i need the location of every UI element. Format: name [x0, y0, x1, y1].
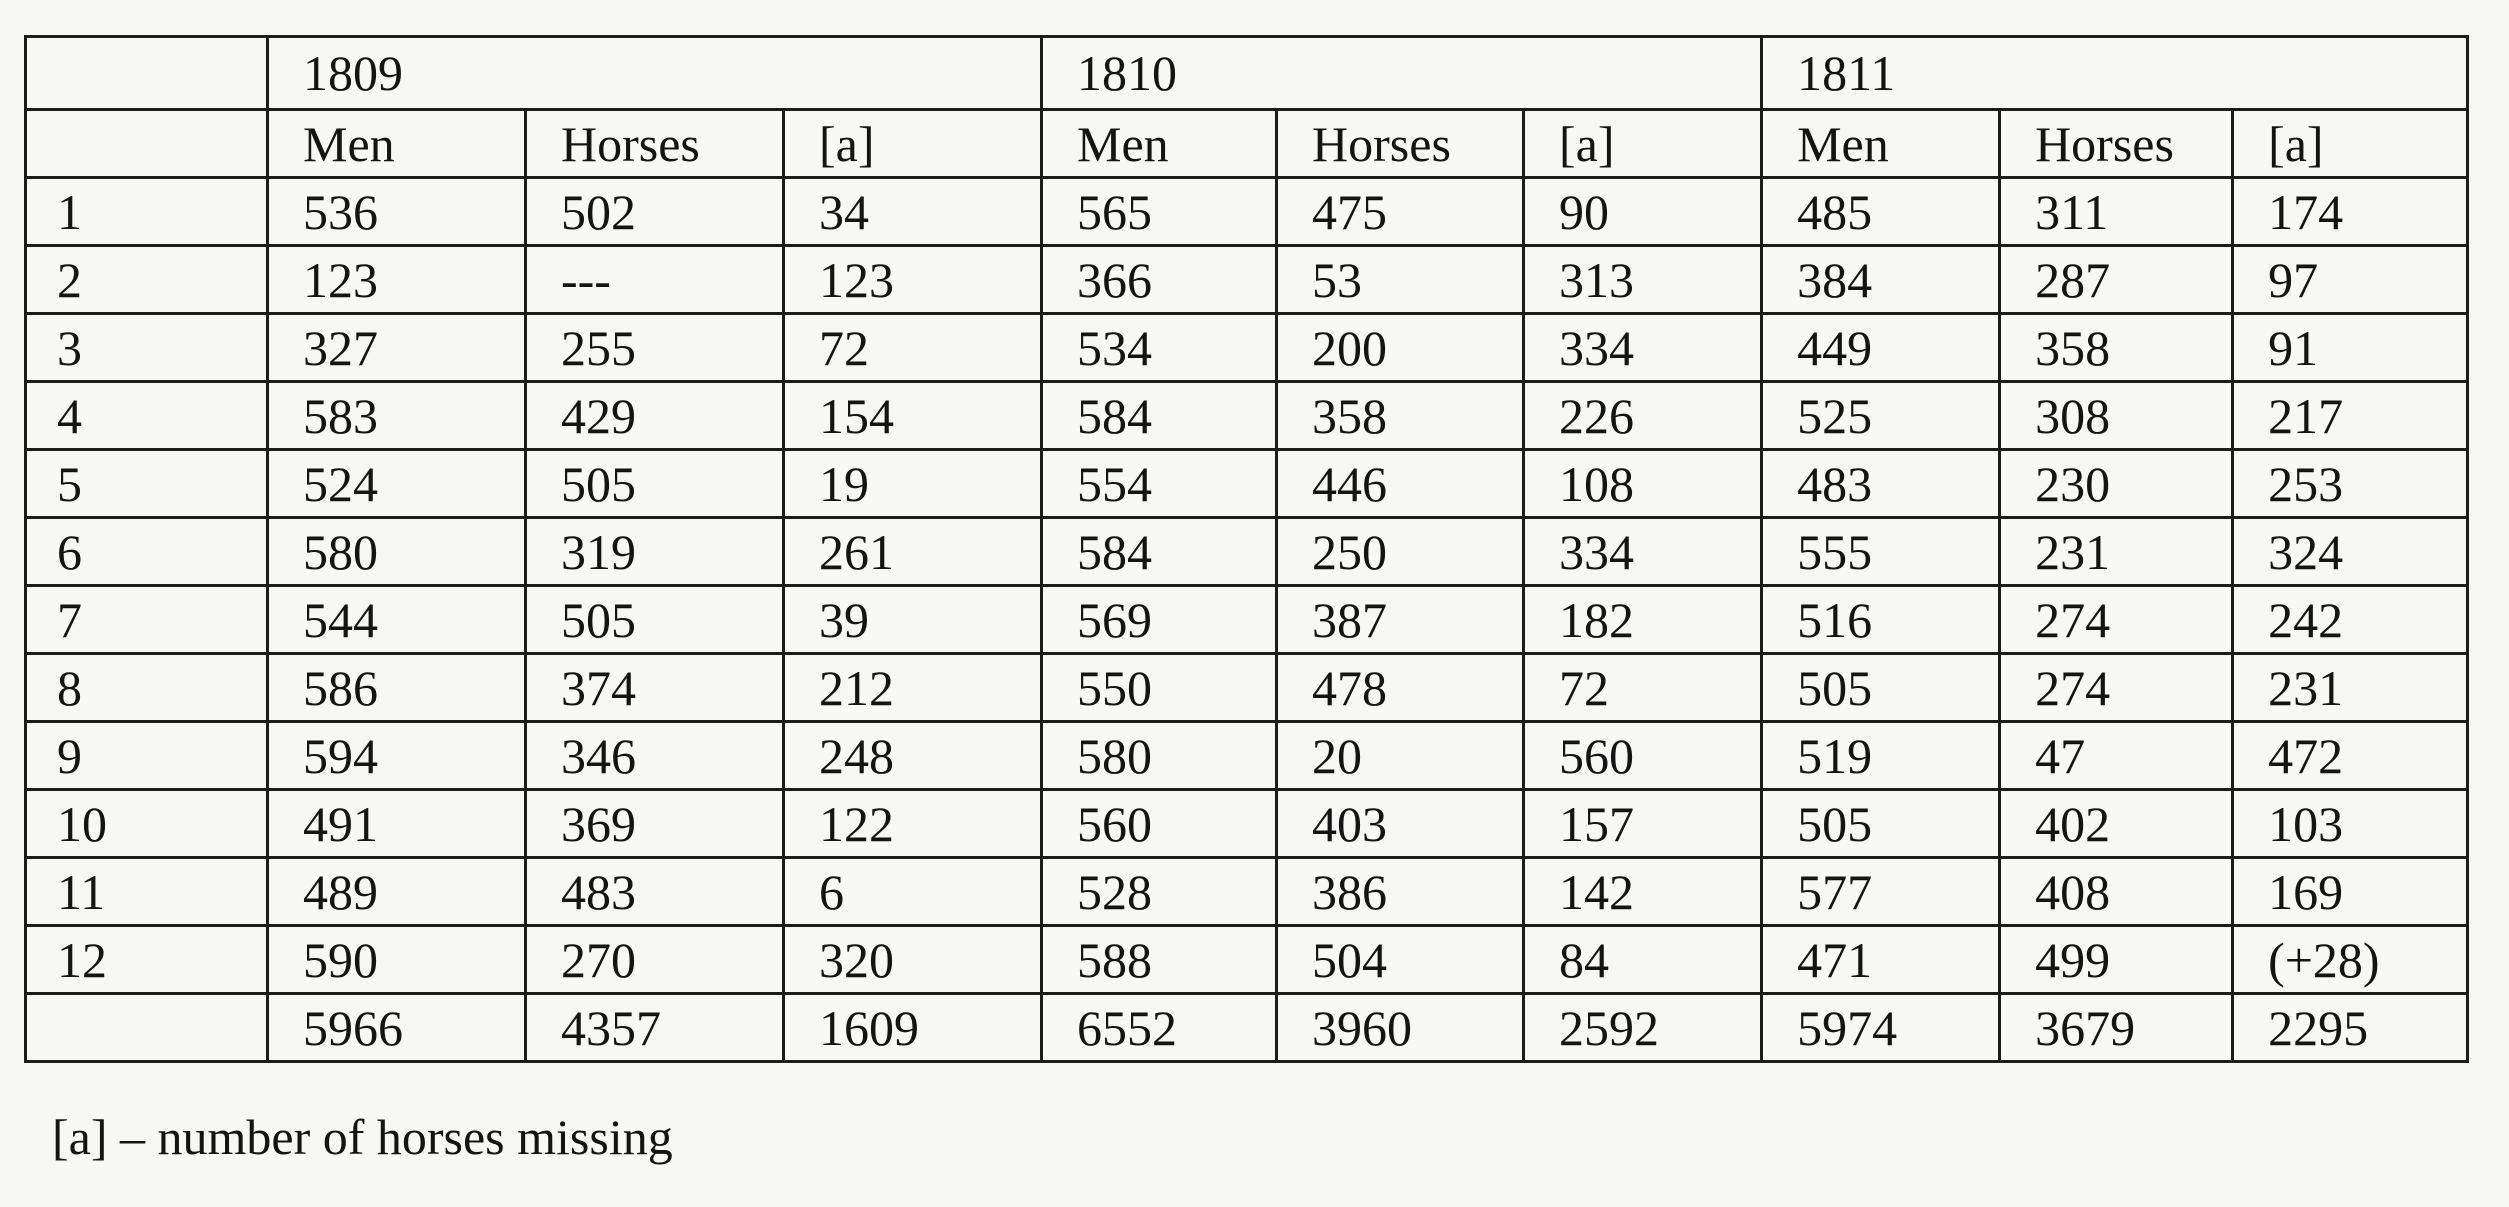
- data-cell: 386: [1277, 858, 1524, 926]
- data-cell: 577: [1762, 858, 2000, 926]
- data-cell: 528: [1042, 858, 1277, 926]
- data-cell: 502: [526, 178, 784, 246]
- data-cell: 491: [268, 790, 526, 858]
- data-cell: 248: [784, 722, 1042, 790]
- data-cell: 560: [1524, 722, 1762, 790]
- row-label: 4: [26, 382, 268, 450]
- data-cell: 358: [1277, 382, 1524, 450]
- data-cell: 174: [2233, 178, 2468, 246]
- data-cell: 47: [2000, 722, 2233, 790]
- data-cell: 20: [1277, 722, 1524, 790]
- table-row: [26, 246, 2468, 314]
- data-cell: 550: [1042, 654, 1277, 722]
- men-header: Men: [268, 110, 526, 178]
- data-cell: 6: [784, 858, 1042, 926]
- data-cell: 590: [268, 926, 526, 994]
- data-cell: 334: [1524, 314, 1762, 382]
- horses-header: Horses: [2000, 110, 2233, 178]
- data-cell: 594: [268, 722, 526, 790]
- data-cell: 478: [1277, 654, 1524, 722]
- data-cell: 255: [526, 314, 784, 382]
- data-cell: 516: [1762, 586, 2000, 654]
- data-cell: 226: [1524, 382, 1762, 450]
- total-cell: 3679: [2000, 994, 2233, 1062]
- total-cell: 3960: [1277, 994, 1524, 1062]
- year-1810-header: 1810: [1042, 37, 1762, 110]
- men-header: Men: [1042, 110, 1277, 178]
- table-row: [26, 178, 2468, 246]
- data-cell: 72: [784, 314, 1042, 382]
- total-cell: 2295: [2233, 994, 2468, 1062]
- row-label: 2: [26, 246, 268, 314]
- totals-row: [26, 994, 2468, 1062]
- total-cell: 5974: [1762, 994, 2000, 1062]
- men-header: Men: [1762, 110, 2000, 178]
- row-label: 5: [26, 450, 268, 518]
- row-label: 1: [26, 178, 268, 246]
- corner-cell-sub: [26, 110, 268, 178]
- table-row: [26, 518, 2468, 586]
- data-cell: 230: [2000, 450, 2233, 518]
- totals-label-cell: [26, 994, 268, 1062]
- data-cell: 253: [2233, 450, 2468, 518]
- missing-header: [a]: [784, 110, 1042, 178]
- data-cell: 182: [1524, 586, 1762, 654]
- total-cell: 2592: [1524, 994, 1762, 1062]
- data-cell: 387: [1277, 586, 1524, 654]
- table-row: [26, 314, 2468, 382]
- data-cell: 519: [1762, 722, 2000, 790]
- data-cell: 108: [1524, 450, 1762, 518]
- data-cell: 384: [1762, 246, 2000, 314]
- data-cell: 475: [1277, 178, 1524, 246]
- footnote: [a] – number of horses missing: [52, 1109, 673, 1165]
- data-cell: 250: [1277, 518, 1524, 586]
- corner-cell: [26, 37, 268, 110]
- data-cell: 504: [1277, 926, 1524, 994]
- data-cell: 472: [2233, 722, 2468, 790]
- data-cell: 536: [268, 178, 526, 246]
- data-cell: 334: [1524, 518, 1762, 586]
- data-cell: 449: [1762, 314, 2000, 382]
- data-cell: 84: [1524, 926, 1762, 994]
- data-cell: 544: [268, 586, 526, 654]
- data-cell: 485: [1762, 178, 2000, 246]
- table-body: [26, 37, 2468, 1062]
- table-row: [26, 858, 2468, 926]
- row-label: 10: [26, 790, 268, 858]
- table-row: [26, 722, 2468, 790]
- data-cell: 169: [2233, 858, 2468, 926]
- table-row: [26, 382, 2468, 450]
- data-cell: 560: [1042, 790, 1277, 858]
- data-cell: 270: [526, 926, 784, 994]
- data-cell: 123: [784, 246, 1042, 314]
- total-cell: 1609: [784, 994, 1042, 1062]
- data-cell: 429: [526, 382, 784, 450]
- data-cell: 588: [1042, 926, 1277, 994]
- data-cell: 374: [526, 654, 784, 722]
- data-cell: 122: [784, 790, 1042, 858]
- data-cell: 308: [2000, 382, 2233, 450]
- data-cell: 358: [2000, 314, 2233, 382]
- data-cell: 554: [1042, 450, 1277, 518]
- data-cell: 103: [2233, 790, 2468, 858]
- year-1811-header: 1811: [1762, 37, 2468, 110]
- data-cell: 555: [1762, 518, 2000, 586]
- data-cell: 313: [1524, 246, 1762, 314]
- row-label: 8: [26, 654, 268, 722]
- data-cell: 471: [1762, 926, 2000, 994]
- row-label: 12: [26, 926, 268, 994]
- data-cell: 569: [1042, 586, 1277, 654]
- data-cell: 274: [2000, 654, 2233, 722]
- data-cell: 157: [1524, 790, 1762, 858]
- data-cell: 97: [2233, 246, 2468, 314]
- row-label: 11: [26, 858, 268, 926]
- data-cell: 39: [784, 586, 1042, 654]
- data-cell: 53: [1277, 246, 1524, 314]
- data-cell: 287: [2000, 246, 2233, 314]
- missing-header: [a]: [2233, 110, 2468, 178]
- data-cell: 320: [784, 926, 1042, 994]
- data-cell: 580: [268, 518, 526, 586]
- table-row: [26, 654, 2468, 722]
- missing-header: [a]: [1524, 110, 1762, 178]
- data-cell: 505: [526, 450, 784, 518]
- row-label: 3: [26, 314, 268, 382]
- data-cell: 369: [526, 790, 784, 858]
- data-cell: 584: [1042, 518, 1277, 586]
- data-cell: 231: [2233, 654, 2468, 722]
- data-cell: 242: [2233, 586, 2468, 654]
- horses-header: Horses: [1277, 110, 1524, 178]
- data-cell: ---: [526, 246, 784, 314]
- horses-header: Horses: [526, 110, 784, 178]
- data-cell: 346: [526, 722, 784, 790]
- data-cell: 91: [2233, 314, 2468, 382]
- data-cell: 90: [1524, 178, 1762, 246]
- data-cell: 311: [2000, 178, 2233, 246]
- year-header-row: [26, 37, 2468, 110]
- data-cell: 72: [1524, 654, 1762, 722]
- data-cell: 261: [784, 518, 1042, 586]
- data-cell: 505: [1762, 790, 2000, 858]
- data-cell: 324: [2233, 518, 2468, 586]
- data-cell: 274: [2000, 586, 2233, 654]
- data-cell: 154: [784, 382, 1042, 450]
- data-cell: 505: [1762, 654, 2000, 722]
- data-cell: 231: [2000, 518, 2233, 586]
- table-row: [26, 926, 2468, 994]
- data-cell: 319: [526, 518, 784, 586]
- data-cell: 123: [268, 246, 526, 314]
- data-cell: 499: [2000, 926, 2233, 994]
- data-cell: 584: [1042, 382, 1277, 450]
- data-cell: 583: [268, 382, 526, 450]
- data-cell: 534: [1042, 314, 1277, 382]
- horses-men-table: [24, 35, 2469, 1063]
- data-cell: 217: [2233, 382, 2468, 450]
- data-cell: 327: [268, 314, 526, 382]
- total-cell: 6552: [1042, 994, 1277, 1062]
- data-cell: (+28): [2233, 926, 2468, 994]
- row-label: 7: [26, 586, 268, 654]
- table-row: [26, 450, 2468, 518]
- data-cell: 483: [1762, 450, 2000, 518]
- data-cell: 505: [526, 586, 784, 654]
- data-cell: 403: [1277, 790, 1524, 858]
- total-cell: 5966: [268, 994, 526, 1062]
- total-cell: 4357: [526, 994, 784, 1062]
- data-cell: 580: [1042, 722, 1277, 790]
- data-cell: 200: [1277, 314, 1524, 382]
- data-cell: 446: [1277, 450, 1524, 518]
- data-cell: 586: [268, 654, 526, 722]
- row-label: 9: [26, 722, 268, 790]
- data-cell: 489: [268, 858, 526, 926]
- data-cell: 525: [1762, 382, 2000, 450]
- table-row: [26, 790, 2468, 858]
- data-cell: 402: [2000, 790, 2233, 858]
- data-cell: 524: [268, 450, 526, 518]
- data-cell: 408: [2000, 858, 2233, 926]
- data-cell: 34: [784, 178, 1042, 246]
- row-label: 6: [26, 518, 268, 586]
- data-cell: 366: [1042, 246, 1277, 314]
- data-cell: 19: [784, 450, 1042, 518]
- table-row: [26, 586, 2468, 654]
- data-cell: 142: [1524, 858, 1762, 926]
- data-cell: 483: [526, 858, 784, 926]
- column-header-row: [26, 110, 2468, 178]
- data-cell: 565: [1042, 178, 1277, 246]
- year-1809-header: 1809: [268, 37, 1042, 110]
- data-cell: 212: [784, 654, 1042, 722]
